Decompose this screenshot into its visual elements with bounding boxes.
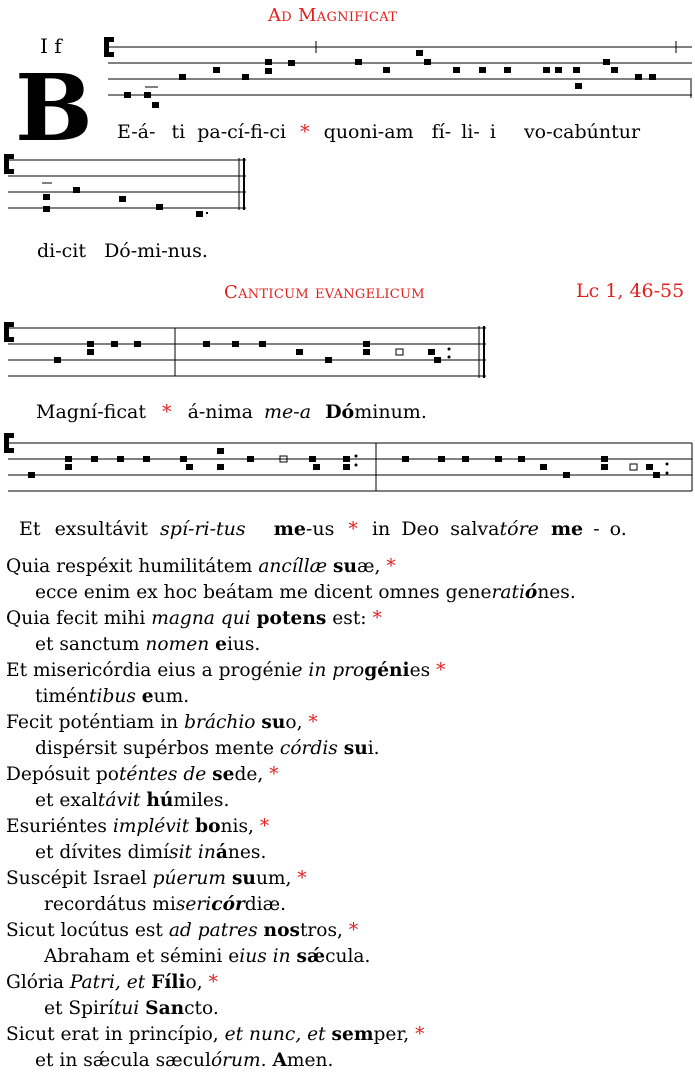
verse: Glória Patri, et Fílio, * et Spirítui Sancto.	[6, 972, 219, 1019]
syllable: Magní-ficat	[36, 401, 146, 423]
verse: Quia fecit mihi magna qui potens est: * et sanctum nomen eius.	[6, 608, 382, 655]
syllable: o.	[609, 518, 627, 540]
syllable: spí-ri-tus	[160, 518, 246, 540]
verse-list	[6, 554, 576, 1074]
syllable: li-	[461, 121, 480, 143]
canticle-intonation-lyrics	[36, 401, 427, 423]
verse: Suscépit Israel púerum suum, * recordátus misericórdiæ.	[6, 868, 307, 915]
syllable: me	[273, 518, 306, 540]
syllable: minum.	[354, 401, 427, 423]
mode-label: I f	[40, 34, 62, 58]
verse: Et misericórdia eius a progénie in progénies * timéntibus eum.	[6, 660, 446, 707]
syllable: me	[550, 518, 584, 540]
syllable: fí-	[431, 121, 452, 143]
antiphon-lyrics-line1	[117, 121, 640, 143]
syllable: salva	[450, 518, 500, 540]
syllable: ti	[171, 121, 186, 143]
syllable: Dó-mi-nus.	[104, 240, 208, 262]
asterisk: *	[162, 401, 172, 423]
neumes	[104, 37, 656, 108]
verse: Fecit poténtiam in bráchio suo, * dispérsit supérbos mente córdis sui.	[6, 712, 380, 759]
verse: Esuriéntes implévit bonis, * et dívites dimísit inánes.	[6, 816, 270, 863]
canticle-title: Canticum evangelicum	[224, 282, 425, 303]
antiphon-staff-1	[0, 32, 695, 112]
syllable: me-a	[264, 401, 312, 423]
syllable: pa-cí-fi-ci	[197, 121, 287, 143]
verse: Quia respéxit humilitátem ancíllæ suæ, * ecce enim ex hoc beátam me dicent omnes generatiónes.	[6, 556, 576, 603]
antiphon-title: Ad Magnificat	[268, 5, 398, 26]
syllable: E-á-	[117, 121, 156, 143]
antiphon-staff-2	[0, 150, 260, 225]
syllable: i	[489, 121, 496, 143]
antiphon-lyrics-line2	[37, 240, 208, 262]
asterisk: *	[300, 121, 310, 143]
verse: Depósuit poténtes de sede, * et exaltávit húmiles.	[6, 764, 279, 811]
syllable: Et	[19, 518, 41, 540]
syllable: -	[593, 518, 600, 540]
canticle-line2-lyrics	[19, 518, 627, 540]
canticle-reference: Lc 1, 46-55	[576, 280, 685, 302]
syllable: vo-cabúntur	[523, 121, 641, 143]
syllable: á-nima	[187, 401, 253, 423]
syllable: in	[371, 518, 391, 540]
verse: Sicut locútus est ad patres nostros, * Abraham et sémini eius in sǽcula.	[6, 920, 371, 967]
canticle-staff-2	[0, 428, 695, 500]
syllable: tóre	[499, 518, 539, 540]
syllable: exsultávit	[54, 518, 148, 540]
syllable: Deo	[401, 518, 440, 540]
syllable: -us	[305, 518, 335, 540]
syllable: di-cit	[37, 240, 87, 262]
initial-letter: B	[15, 54, 93, 162]
syllable: quoni-am	[323, 121, 414, 143]
syllable: Dó	[325, 401, 355, 423]
asterisk: *	[348, 518, 358, 540]
canticle-staff-1	[0, 318, 500, 383]
verse: Sicut erat in princípio, et nunc, et semper, * et in sǽcula sæculórum. Amen.	[6, 1024, 425, 1071]
